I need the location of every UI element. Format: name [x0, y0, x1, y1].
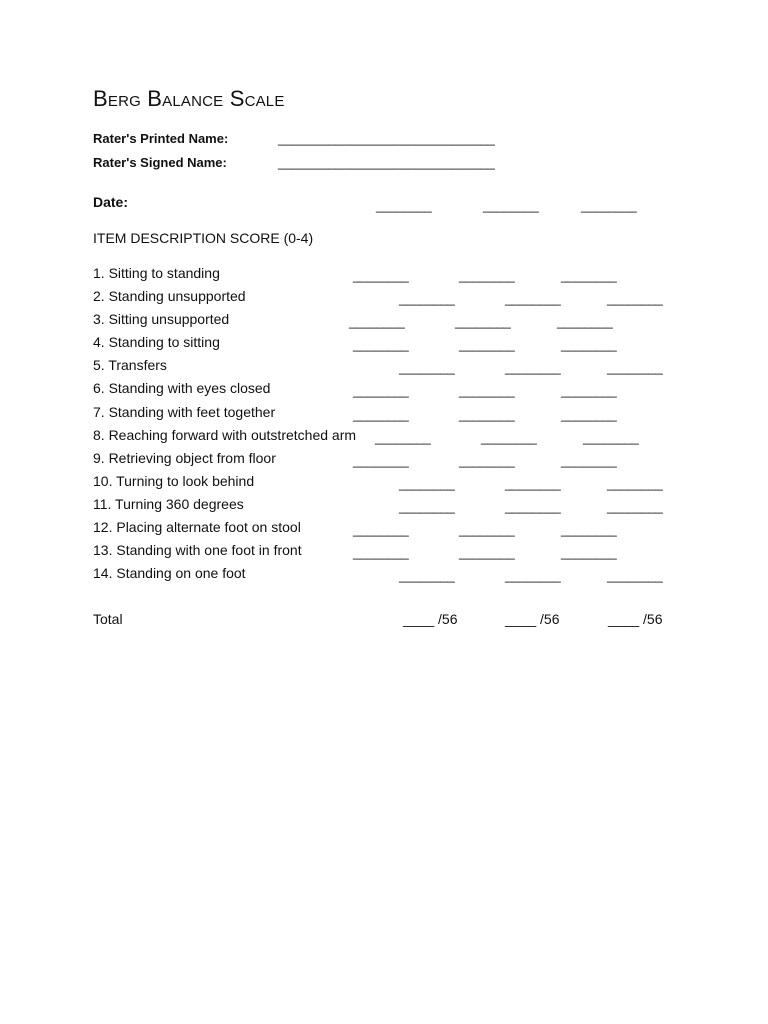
item-score-field[interactable]: ________	[353, 545, 409, 560]
item-label: 8. Reaching forward with outstretched arm	[93, 427, 357, 443]
item-score-field[interactable]: ________	[561, 453, 617, 468]
item-score-field[interactable]: ________	[459, 383, 515, 398]
total-field-3[interactable]: ____ /56	[608, 611, 663, 627]
item-label: 9. Retrieving object from floor	[93, 450, 276, 466]
item-score-field[interactable]: ________	[557, 314, 613, 329]
item-score-field[interactable]: ________	[459, 337, 515, 352]
item-score-field[interactable]: ________	[561, 268, 617, 283]
item-score-field[interactable]: ________	[607, 360, 663, 375]
item-score-field[interactable]: ________	[561, 522, 617, 537]
item-score-field[interactable]: ________	[505, 568, 561, 583]
item-score-field[interactable]: ________	[399, 476, 455, 491]
item-score-field[interactable]: ________	[505, 499, 561, 514]
date-field-3[interactable]: ________	[581, 198, 637, 213]
item-score-field[interactable]: ________	[459, 268, 515, 283]
item-label: 4. Standing to sitting	[93, 334, 220, 350]
item-score-field[interactable]: ________	[607, 476, 663, 491]
item-label: 7. Standing with feet together	[93, 404, 276, 420]
item-score-field[interactable]: ________	[353, 407, 409, 422]
item-score-field[interactable]: ________	[607, 568, 663, 583]
item-score-field[interactable]: ________	[505, 291, 561, 306]
item-label: 5. Transfers	[93, 357, 167, 373]
item-label: 12. Placing alternate foot on stool	[93, 519, 301, 535]
item-label: 2. Standing unsupported	[93, 288, 246, 304]
item-score-field[interactable]: ________	[607, 499, 663, 514]
table-header: ITEM DESCRIPTION SCORE (0-4)	[93, 230, 314, 246]
item-score-field[interactable]: ________	[505, 476, 561, 491]
total-label: Total	[93, 611, 123, 627]
item-score-field[interactable]: ________	[353, 268, 409, 283]
item-score-field[interactable]: ________	[481, 430, 537, 445]
item-score-field[interactable]: ________	[353, 383, 409, 398]
item-label: 6. Standing with eyes closed	[93, 380, 271, 396]
item-score-field[interactable]: ________	[561, 545, 617, 560]
printed-name-field[interactable]: ______________________________	[278, 131, 495, 146]
item-score-field[interactable]: ________	[505, 360, 561, 375]
item-score-field[interactable]: ________	[459, 522, 515, 537]
signed-name-label: Rater's Signed Name:	[93, 155, 227, 170]
item-score-field[interactable]: ________	[399, 568, 455, 583]
item-score-field[interactable]: ________	[583, 430, 639, 445]
item-score-field[interactable]: ________	[353, 522, 409, 537]
item-label: 10. Turning to look behind	[93, 473, 255, 489]
printed-name-label: Rater's Printed Name:	[93, 131, 229, 146]
total-field-2[interactable]: ____ /56	[505, 611, 560, 627]
item-score-field[interactable]: ________	[349, 314, 405, 329]
item-score-field[interactable]: ________	[455, 314, 511, 329]
total-field-1[interactable]: ____ /56	[403, 611, 458, 627]
item-score-field[interactable]: ________	[459, 407, 515, 422]
form-title: Berg Balance Scale	[93, 86, 285, 111]
item-label: 11. Turning 360 degrees	[93, 496, 244, 512]
item-score-field[interactable]: ________	[353, 453, 409, 468]
item-score-field[interactable]: ________	[459, 545, 515, 560]
item-score-field[interactable]: ________	[399, 499, 455, 514]
item-label: 14. Standing on one foot	[93, 565, 246, 581]
date-field-1[interactable]: ________	[376, 198, 432, 213]
item-label: 3. Sitting unsupported	[93, 311, 230, 327]
item-score-field[interactable]: ________	[607, 291, 663, 306]
item-label: 13. Standing with one foot in front	[93, 542, 302, 558]
item-score-field[interactable]: ________	[353, 337, 409, 352]
item-score-field[interactable]: ________	[561, 407, 617, 422]
item-score-field[interactable]: ________	[561, 383, 617, 398]
item-score-field[interactable]: ________	[399, 291, 455, 306]
date-field-2[interactable]: ________	[483, 198, 539, 213]
item-label: 1. Sitting to standing	[93, 265, 220, 281]
signed-name-field[interactable]: ______________________________	[278, 155, 495, 170]
item-score-field[interactable]: ________	[459, 453, 515, 468]
date-label: Date:	[93, 194, 129, 210]
item-score-field[interactable]: ________	[375, 430, 431, 445]
item-score-field[interactable]: ________	[399, 360, 455, 375]
item-score-field[interactable]: ________	[561, 337, 617, 352]
